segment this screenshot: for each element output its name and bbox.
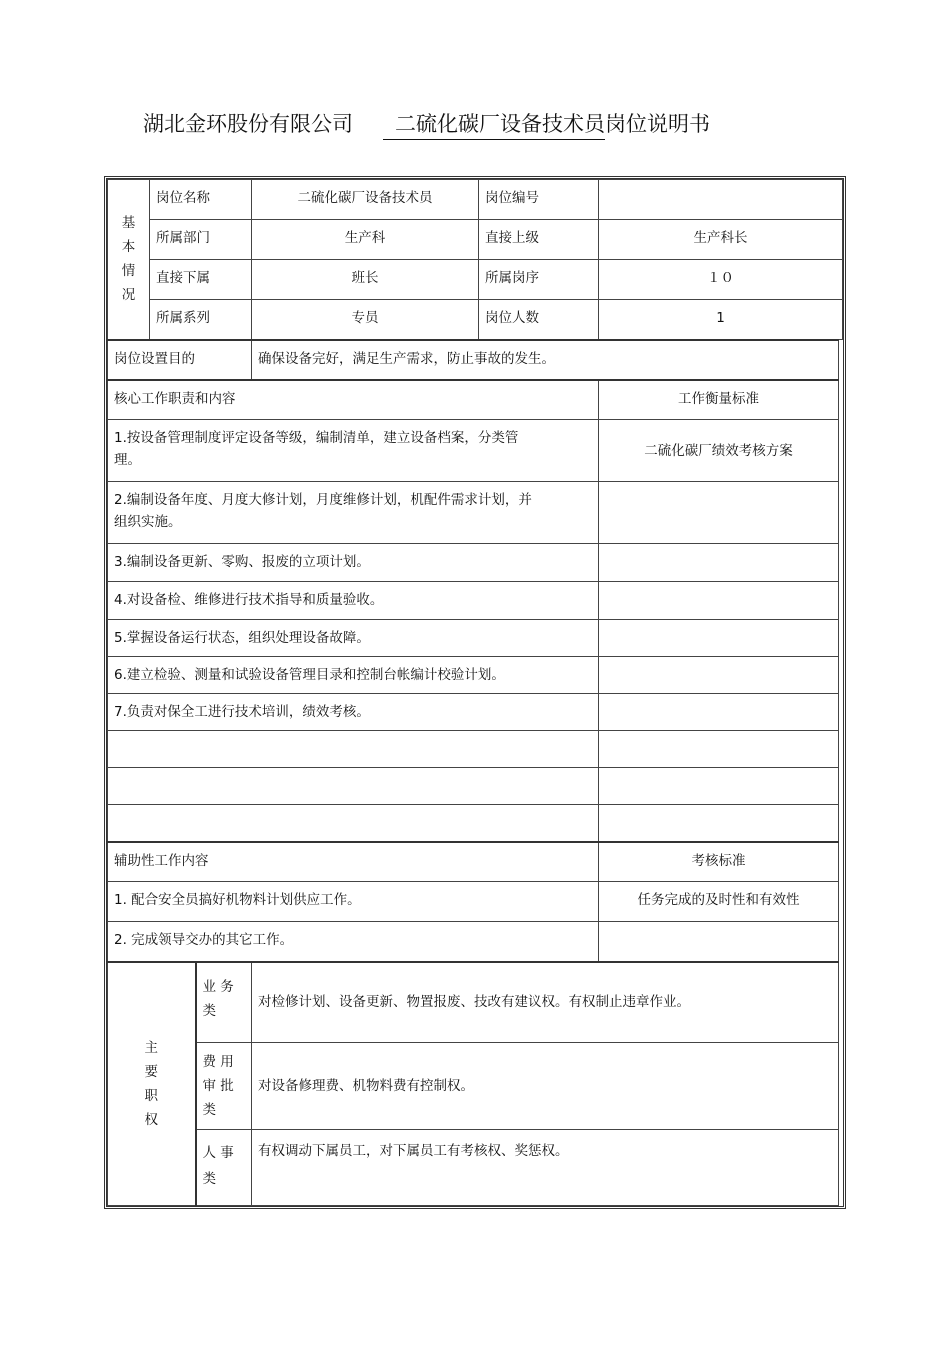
aux-item-text: 2. 完成领导交办的其它工作。 [108, 922, 599, 962]
core-item-row [108, 582, 843, 620]
core-item-row [108, 482, 843, 544]
core-item-standard [599, 694, 839, 731]
core-item-row [108, 731, 843, 768]
core-item-standard: 二硫化碳厂绩效考核方案 [599, 420, 839, 482]
authority-row [108, 1043, 843, 1130]
core-item-standard [599, 544, 839, 582]
core-item-standard [599, 768, 839, 805]
core-item-text: 7.负责对保全工进行技术培训，绩效考核。 [108, 694, 599, 731]
core-item-text: 6.建立检验、测量和试验设备管理目录和控制台帐编计校验计划。 [108, 657, 599, 694]
aux-standard-header: 考核标准 [599, 842, 839, 882]
core-header-row [108, 380, 843, 420]
purpose-label: 岗位设置目的 [108, 340, 252, 380]
authority-text: 对检修计划、设备更新、物置报废、技改有建议权。有权制止违章作业。 [252, 962, 839, 1043]
core-item-standard [599, 482, 839, 544]
core-item-text: 5.掌握设备运行状态，组织处理设备故障。 [108, 620, 599, 657]
aux-item-text: 1. 配合安全员搞好机物料计划供应工作。 [108, 882, 599, 922]
authority-text: 有权调动下属员工，对下属员工有考核权、奖惩权。 [252, 1130, 839, 1206]
core-item-standard [599, 657, 839, 694]
core-item-row [108, 420, 843, 482]
core-item-standard [599, 620, 839, 657]
field-label: 直接上级 [479, 220, 599, 260]
field-value: １０ [599, 260, 843, 300]
field-label: 岗位编号 [479, 180, 599, 220]
field-value: 班长 [252, 260, 479, 300]
core-standard-header: 工作衡量标准 [599, 380, 839, 420]
basic-row [108, 300, 843, 340]
authority-row [108, 962, 843, 1043]
field-label: 所属系列 [150, 300, 252, 340]
basic-row [108, 220, 843, 260]
aux-item-row [108, 882, 843, 922]
basic-section-label: 基 本 情 况 [108, 180, 150, 340]
title-suffix: 岗位说明书 [605, 112, 710, 136]
field-label: 岗位名称 [150, 180, 252, 220]
purpose-row [108, 340, 843, 380]
core-item-row [108, 620, 843, 657]
basic-row [108, 180, 843, 220]
authority-text: 对设备修理费、机物料费有控制权。 [252, 1043, 839, 1130]
core-item-standard [599, 805, 839, 842]
core-item-row [108, 544, 843, 582]
field-label: 直接下属 [150, 260, 252, 300]
field-label: 所属岗序 [479, 260, 599, 300]
field-label: 岗位人数 [479, 300, 599, 340]
document-title [143, 108, 710, 140]
authority-row [108, 1130, 843, 1206]
company-name: 湖北金环股份有限公司 [143, 112, 353, 136]
job-title: 二硫化碳厂设备技术员 [383, 108, 605, 140]
job-description-form [104, 176, 846, 1209]
core-item-row [108, 768, 843, 805]
aux-header: 辅助性工作内容 [108, 842, 599, 882]
core-item-text [108, 731, 599, 768]
core-item-text [108, 805, 599, 842]
core-item-text: 2.编制设备年度、月度大修计划，月度维修计划，机配件需求计划，并组织实施。 [108, 482, 599, 544]
aux-item-standard: 任务完成的及时性和有效性 [599, 882, 839, 922]
aux-header-row [108, 842, 843, 882]
core-item-standard [599, 731, 839, 768]
authority-type: 人 事 类 [196, 1130, 252, 1206]
field-value: 生产科长 [599, 220, 843, 260]
basic-row [108, 260, 843, 300]
core-item-standard [599, 582, 839, 620]
aux-item-row [108, 922, 843, 962]
core-item-text: 3.编制设备更新、零购、报废的立项计划。 [108, 544, 599, 582]
field-label: 所属部门 [150, 220, 252, 260]
field-value: 1 [599, 300, 843, 340]
aux-item-standard [599, 922, 839, 962]
field-value: 专员 [252, 300, 479, 340]
job-description-table [107, 179, 843, 1206]
field-value [599, 180, 843, 220]
purpose-value: 确保设备完好，满足生产需求，防止事故的发生。 [252, 340, 839, 380]
field-value: 生产科 [252, 220, 479, 260]
core-item-row [108, 657, 843, 694]
core-item-text [108, 768, 599, 805]
core-item-row [108, 694, 843, 731]
field-value: 二硫化碳厂设备技术员 [252, 180, 479, 220]
core-item-text: 1.按设备管理制度评定设备等级，编制清单，建立设备档案，分类管理。 [108, 420, 599, 482]
authority-type: 费 用 审 批 类 [196, 1043, 252, 1130]
authority-type: 业 务 类 [196, 962, 252, 1043]
core-item-text: 4.对设备检、维修进行技术指导和质量验收。 [108, 582, 599, 620]
authority-section-label: 主 要 职 权 [108, 962, 196, 1206]
core-item-row [108, 805, 843, 842]
core-header: 核心工作职责和内容 [108, 380, 599, 420]
